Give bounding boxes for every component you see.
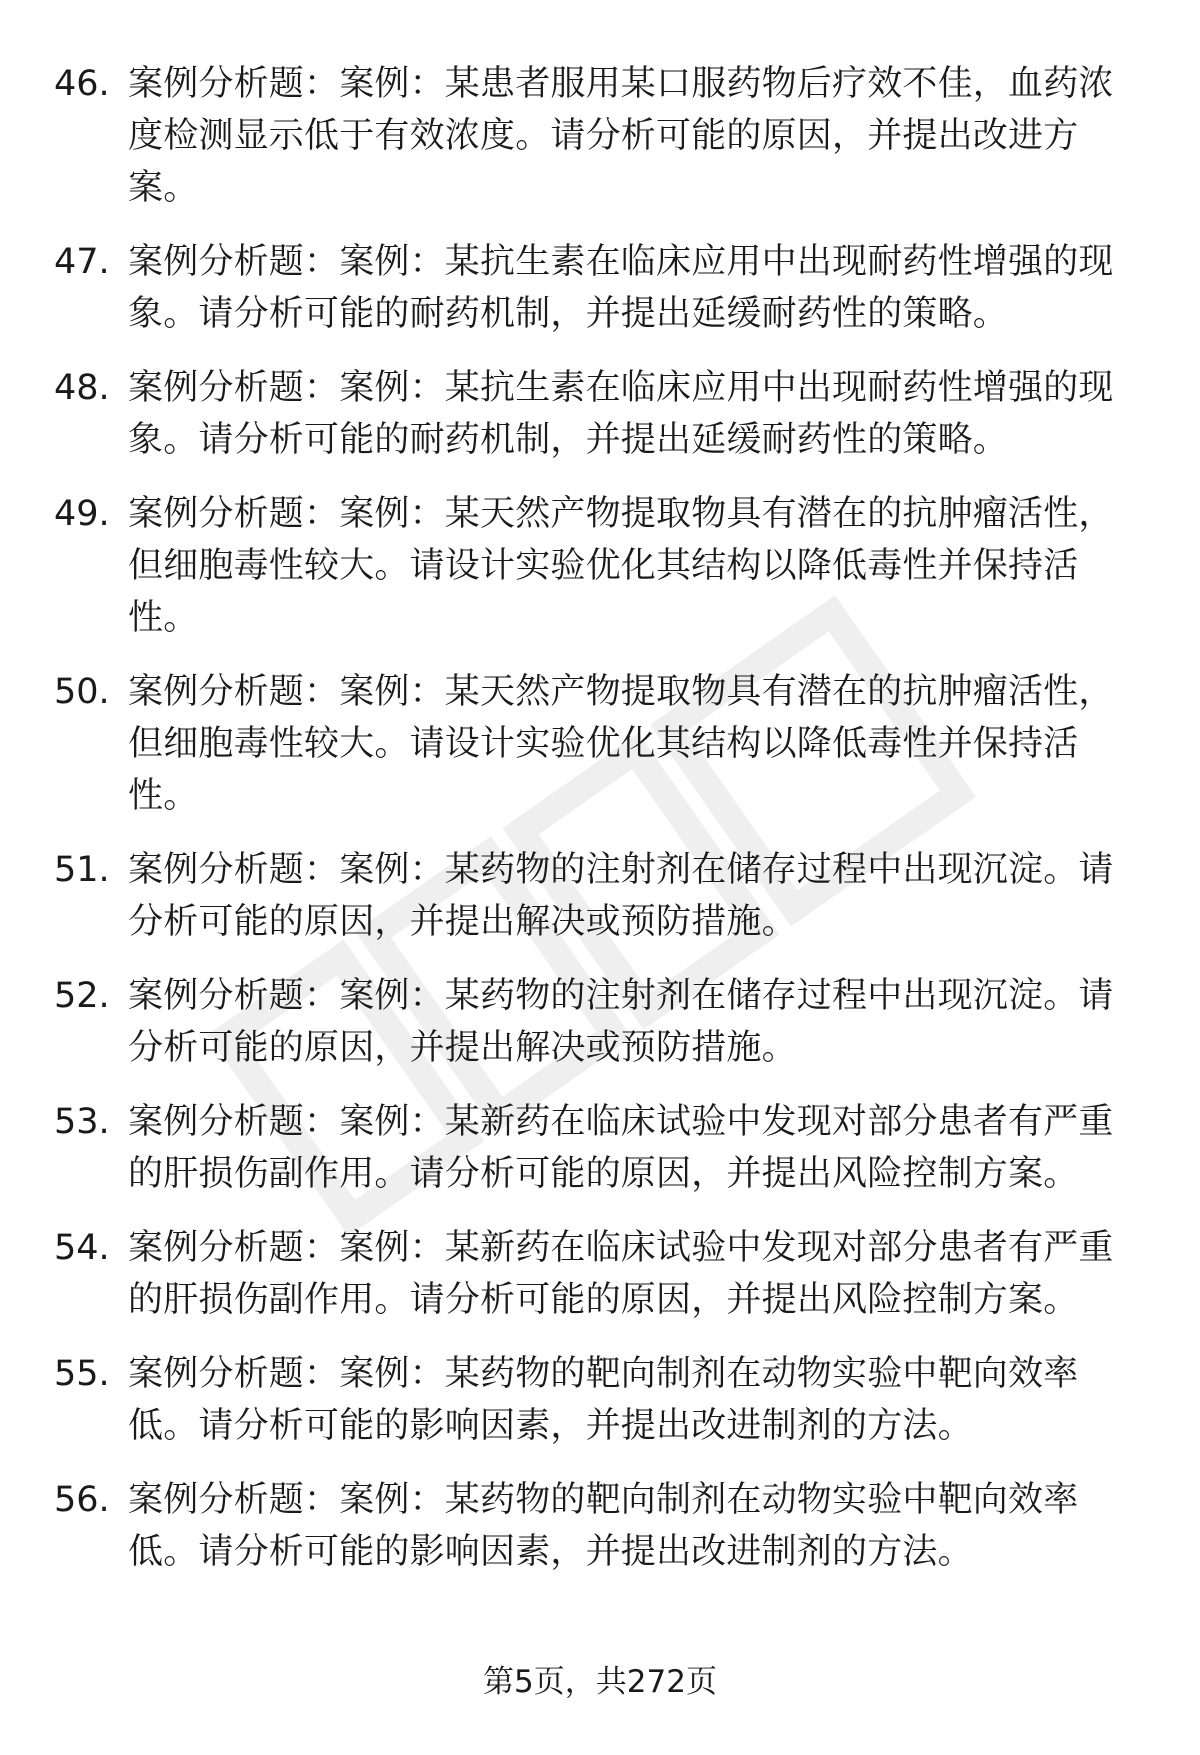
question-number: 55. — [54, 1354, 110, 1394]
question-number: 52. — [54, 976, 110, 1016]
question-item — [54, 362, 1144, 466]
page-number-label: 第5页，共272页 — [483, 1664, 717, 1700]
question-item — [54, 1348, 1144, 1452]
question-number: 53. — [54, 1102, 110, 1142]
question-text: 案例分析题：案例：某天然产物提取物具有潜在的抗肿瘤活性，但细胞毒性较大。请设计实验优化其结构以降低毒性并保持活性。 — [128, 494, 1114, 638]
question-item — [54, 1096, 1144, 1200]
question-number: 48. — [54, 368, 110, 408]
question-text: 案例分析题：案例：某药物的注射剂在储存过程中出现沉淀。请分析可能的原因，并提出解决或预防措施。 — [128, 850, 1114, 942]
question-text: 案例分析题：案例：某患者服用某口服药物后疗效不佳，血药浓度检测显示低于有效浓度。请分析可能的原因，并提出改进方案。 — [128, 64, 1114, 208]
question-list — [54, 58, 1144, 1600]
question-item — [54, 970, 1144, 1074]
question-item — [54, 488, 1144, 644]
question-item — [54, 1222, 1144, 1326]
question-text: 案例分析题：案例：某抗生素在临床应用中出现耐药性增强的现象。请分析可能的耐药机制，并提出延缓耐药性的策略。 — [128, 368, 1114, 460]
question-item — [54, 666, 1144, 822]
question-item — [54, 58, 1144, 214]
question-number: 50. — [54, 672, 110, 712]
question-number: 56. — [54, 1480, 110, 1520]
question-item — [54, 844, 1144, 948]
question-item — [54, 236, 1144, 340]
question-text: 案例分析题：案例：某新药在临床试验中发现对部分患者有严重的肝损伤副作用。请分析可能的原因，并提出风险控制方案。 — [128, 1228, 1114, 1320]
question-item — [54, 1474, 1144, 1578]
question-number: 51. — [54, 850, 110, 890]
question-text: 案例分析题：案例：某药物的注射剂在储存过程中出现沉淀。请分析可能的原因，并提出解决或预防措施。 — [128, 976, 1114, 1068]
page-footer — [0, 1660, 1200, 1704]
question-number: 47. — [54, 242, 110, 282]
question-number: 54. — [54, 1228, 110, 1268]
question-text: 案例分析题：案例：某药物的靶向制剂在动物实验中靶向效率低。请分析可能的影响因素，并提出改进制剂的方法。 — [128, 1480, 1079, 1572]
question-text: 案例分析题：案例：某药物的靶向制剂在动物实验中靶向效率低。请分析可能的影响因素，并提出改进制剂的方法。 — [128, 1354, 1079, 1446]
question-text: 案例分析题：案例：某新药在临床试验中发现对部分患者有严重的肝损伤副作用。请分析可能的原因，并提出风险控制方案。 — [128, 1102, 1114, 1194]
question-text: 案例分析题：案例：某抗生素在临床应用中出现耐药性增强的现象。请分析可能的耐药机制，并提出延缓耐药性的策略。 — [128, 242, 1114, 334]
question-number: 46. — [54, 64, 110, 104]
question-number: 49. — [54, 494, 110, 534]
question-text: 案例分析题：案例：某天然产物提取物具有潜在的抗肿瘤活性，但细胞毒性较大。请设计实验优化其结构以降低毒性并保持活性。 — [128, 672, 1114, 816]
